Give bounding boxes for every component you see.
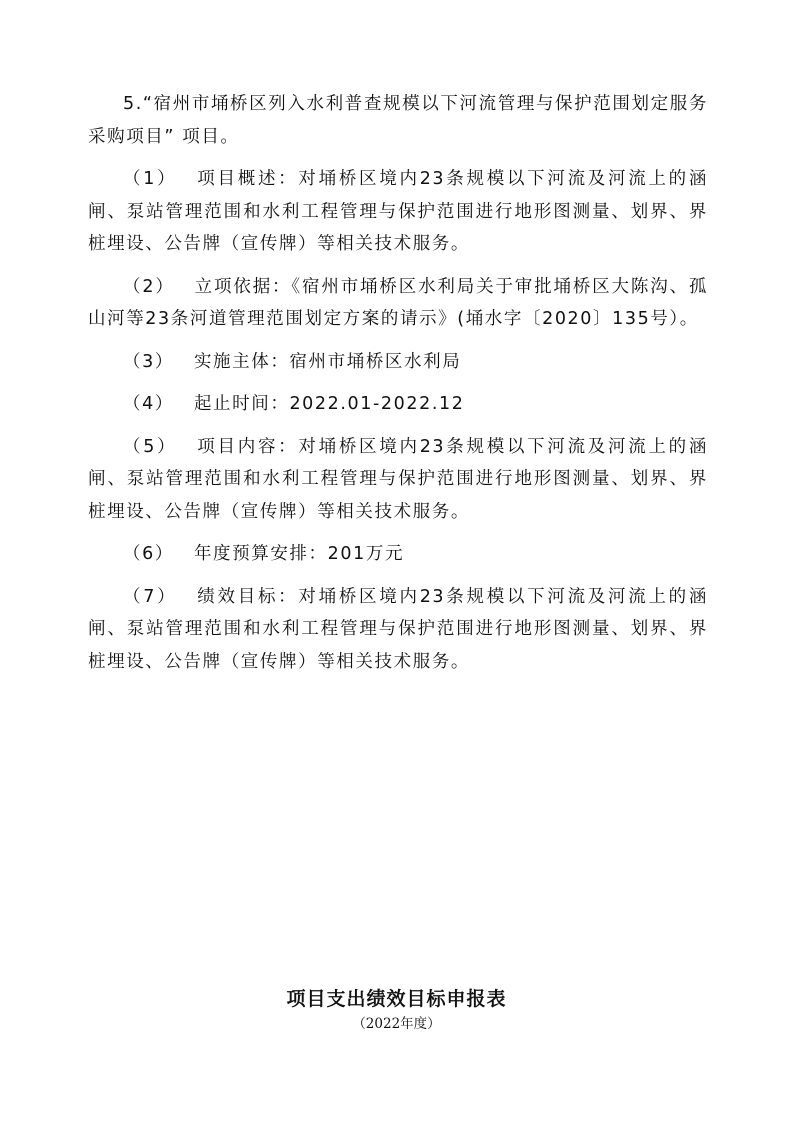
item-value: 对埇桥区境内23条规模以下河流及河流上的涵闸、泵站管理范围和水利工程管理与保护范围进行地形图测量、划界、界桩埋设、公告牌（宣传牌）等相关技术服务。 — [88, 169, 709, 254]
item-value: 对埇桥区境内23条规模以下河流及河流上的涵闸、泵站管理范围和水利工程管理与保护范围进行地形图测量、划界、界桩埋设、公告牌（宣传牌）等相关技术服务。 — [88, 436, 709, 522]
item-paragraph — [88, 388, 708, 421]
item-index: （3） — [123, 351, 174, 372]
item-value: 对埇桥区境内23条规模以下河流及河流上的涵闸、泵站管理范围和水利工程管理与保护范围进行地形图测量、划界、界桩埋设、公告牌（宣传牌）等相关技术服务。 — [88, 586, 709, 672]
item-paragraph — [88, 431, 708, 529]
item-paragraph — [88, 163, 708, 261]
item-paragraph — [88, 271, 708, 336]
item-paragraph — [88, 346, 708, 379]
item-value: 201万元 — [327, 544, 405, 564]
document-body — [88, 88, 708, 688]
item-paragraph — [88, 581, 708, 679]
item-index: （1） — [123, 169, 178, 189]
item-value: 《宿州市埇桥区水利局关于审批埇桥区大陈沟、孤山河等23条河道管理范围划定方案的请示》(埇水字〔2020〕135号）。 — [88, 276, 709, 329]
item-label: 绩效目标： — [197, 586, 299, 607]
table-title: 项目支出绩效目标申报表 — [286, 988, 507, 1010]
item-label: 立项依据： — [194, 276, 292, 297]
item-index: （7） — [123, 586, 178, 607]
section-heading — [88, 88, 708, 153]
section-number: 5. — [123, 94, 143, 114]
item-index: （5） — [123, 436, 178, 457]
item-label: 实施主体： — [193, 351, 290, 372]
item-label: 起止时间： — [193, 394, 290, 414]
item-label: 项目概述： — [197, 169, 299, 189]
item-index: （6） — [123, 544, 174, 564]
item-value: 2022.01-2022.12 — [289, 394, 465, 414]
section-title: “宿州市埇桥区列入水利普查规模以下河流管理与保护范围划定服务采购项目” 项目。 — [88, 94, 708, 147]
table-subtitle: （2022年度） — [352, 1016, 441, 1032]
item-paragraph — [88, 538, 708, 571]
item-index: （2） — [123, 276, 175, 297]
item-label: 年度预算安排： — [193, 544, 328, 564]
item-label: 项目内容： — [197, 436, 299, 457]
table-heading — [0, 986, 793, 1034]
item-index: （4） — [123, 394, 174, 414]
item-value: 宿州市埇桥区水利局 — [289, 351, 462, 372]
